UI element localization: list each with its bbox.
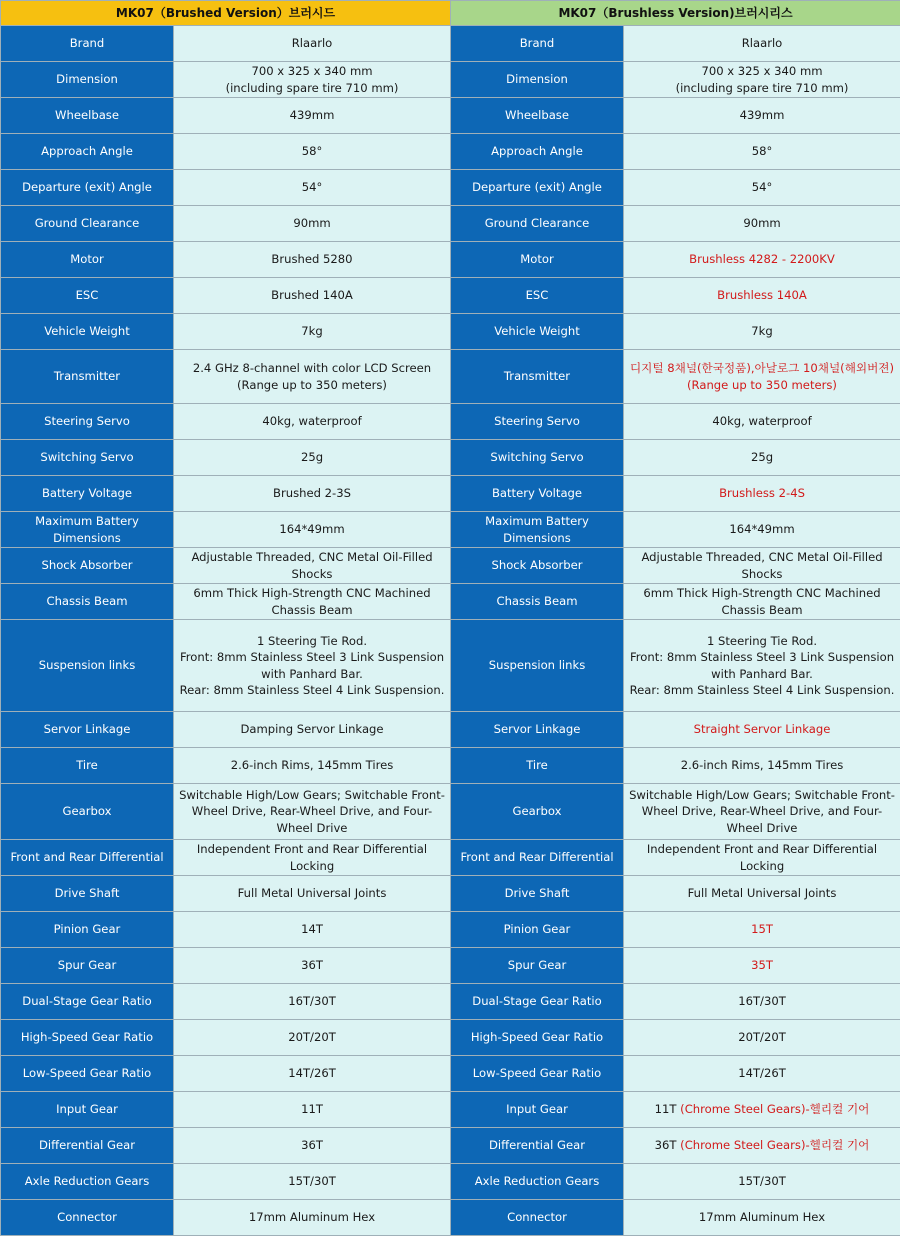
spec-label: ESC [451, 278, 624, 314]
value-text: Brushed 2-3S [273, 486, 351, 501]
value-text: Independent Front and Rear Differential Locking [196, 842, 428, 873]
spec-label: Approach Angle [1, 134, 174, 170]
value-brushless [624, 748, 900, 784]
spec-row [1, 278, 900, 314]
spec-label: Switching Servo [1, 440, 174, 476]
value-brushed [174, 948, 451, 984]
value-brushed [174, 170, 451, 206]
spec-label: Connector [1, 1200, 174, 1236]
spec-label: Wheelbase [451, 98, 624, 134]
spec-label: Wheelbase [1, 98, 174, 134]
spec-row [1, 62, 900, 98]
value-brushed [174, 62, 451, 98]
value-brushless [624, 440, 900, 476]
spec-label: Input Gear [1, 1092, 174, 1128]
value-text: Brushless 140A [717, 288, 807, 303]
spec-label: Input Gear [451, 1092, 624, 1128]
spec-label: Shock Absorber [1, 548, 174, 584]
value-brushless [624, 98, 900, 134]
value-brushed [174, 912, 451, 948]
spec-label: Brand [1, 26, 174, 62]
spec-label: Gearbox [451, 784, 624, 840]
value-text: 164*49mm [729, 522, 795, 537]
value-text: (including spare tire 710 mm) [225, 80, 399, 95]
spec-label: Battery Voltage [451, 476, 624, 512]
value-text: 2.6-inch Rims, 145mm Tires [680, 758, 844, 773]
value-brushless [624, 350, 900, 404]
spec-label: Vehicle Weight [1, 314, 174, 350]
value-brushless [624, 876, 900, 912]
value-brushed [174, 1164, 451, 1200]
value-brushed [174, 242, 451, 278]
value-brushless [624, 912, 900, 948]
value-text: Independent Front and Rear Differential Locking [646, 842, 878, 873]
value-brushed [174, 476, 451, 512]
value-brushless [624, 784, 900, 840]
value-text: 54° [301, 180, 323, 195]
spec-label: Ground Clearance [451, 206, 624, 242]
spec-label: Gearbox [1, 784, 174, 840]
value-text: 439mm [739, 108, 785, 123]
spec-body [1, 26, 900, 1236]
value-brushed [174, 584, 451, 620]
value-brushless [624, 840, 900, 876]
value-brushed [174, 404, 451, 440]
value-brushed [174, 1020, 451, 1056]
value-text: 17mm Aluminum Hex [248, 1210, 376, 1225]
spec-label: Pinion Gear [1, 912, 174, 948]
spec-row [1, 350, 900, 404]
value-brushless [624, 1128, 900, 1164]
value-text: Adjustable Threaded, CNC Metal Oil-Filled Shocks [191, 550, 433, 581]
spec-row [1, 548, 900, 584]
spec-row [1, 440, 900, 476]
value-text: 1 Steering Tie Rod. [256, 633, 368, 648]
value-text: Rear: 8mm Stainless Steel 4 Link Suspension. [179, 683, 445, 697]
value-text: 36T [301, 1138, 323, 1153]
value-text: Full Metal Universal Joints [687, 886, 837, 901]
spec-label: Motor [1, 242, 174, 278]
value-brushless [624, 170, 900, 206]
value-text: 439mm [289, 108, 335, 123]
spec-row [1, 784, 900, 840]
spec-row [1, 1092, 900, 1128]
spec-label: Tire [451, 748, 624, 784]
value-text: 58° [301, 144, 323, 159]
spec-row [1, 712, 900, 748]
spec-row [1, 1128, 900, 1164]
value-text: 7kg [301, 324, 323, 339]
spec-label: Servor Linkage [451, 712, 624, 748]
value-text: (Chrome Steel Gears)-헬리컬 기어 [676, 1138, 870, 1153]
spec-label: Maximum Battery Dimensions [1, 512, 174, 548]
value-text: Brushed 5280 [271, 252, 353, 267]
spec-row [1, 620, 900, 712]
value-text: (including spare tire 710 mm) [675, 80, 849, 95]
spec-label: Connector [451, 1200, 624, 1236]
value-text: 40kg, waterproof [712, 414, 812, 429]
value-text: Rlaarlo [291, 36, 333, 51]
spec-row [1, 1020, 900, 1056]
value-text: 35T [751, 958, 773, 973]
spec-label: ESC [1, 278, 174, 314]
value-text: 15T/30T [288, 1174, 336, 1189]
value-text: 디지털 8채널(한국정품),아날로그 10채널(해외버젼) [629, 361, 895, 375]
value-text: Front: 8mm Stainless Steel 3 Link Suspension with Panhard Bar. [629, 650, 895, 681]
value-brushed [174, 784, 451, 840]
value-text: Front: 8mm Stainless Steel 3 Link Suspension with Panhard Bar. [179, 650, 445, 681]
spec-row [1, 242, 900, 278]
spec-label: Tire [1, 748, 174, 784]
value-text: 700 x 325 x 340 mm [251, 64, 373, 78]
value-brushless [624, 1020, 900, 1056]
value-text: Rear: 8mm Stainless Steel 4 Link Suspension. [629, 683, 895, 697]
value-text: 40kg, waterproof [262, 414, 362, 429]
value-text: 15T/30T [738, 1174, 786, 1189]
value-text: 15T [751, 922, 773, 937]
value-brushless [624, 512, 900, 548]
spec-label: High-Speed Gear Ratio [1, 1020, 174, 1056]
value-text: 6mm Thick High-Strength CNC Machined Chassis Beam [193, 586, 431, 617]
spec-label: Battery Voltage [1, 476, 174, 512]
spec-label: Differential Gear [451, 1128, 624, 1164]
spec-row [1, 98, 900, 134]
value-text: (Chrome Steel Gears)-헬리컬 기어 [676, 1102, 870, 1117]
spec-row [1, 1164, 900, 1200]
value-text: 11T [654, 1102, 677, 1117]
header-brushless: MK07（Brushless Version)브러시리스 [451, 1, 900, 26]
value-text: 11T [301, 1102, 323, 1117]
value-brushless [624, 1092, 900, 1128]
value-text: 16T/30T [288, 994, 336, 1009]
spec-row [1, 584, 900, 620]
spec-label: Shock Absorber [451, 548, 624, 584]
spec-label: Dimension [1, 62, 174, 98]
value-brushless [624, 278, 900, 314]
value-brushed [174, 548, 451, 584]
spec-label: Pinion Gear [451, 912, 624, 948]
value-text: Switchable High/Low Gears; Switchable Front-Wheel Drive, Rear-Wheel Drive, and Four-Wheel Drive [629, 787, 895, 835]
value-brushless [624, 712, 900, 748]
value-text: 16T/30T [738, 994, 786, 1009]
value-brushless [624, 314, 900, 350]
value-brushed [174, 1200, 451, 1236]
value-brushed [174, 840, 451, 876]
spec-row [1, 984, 900, 1020]
value-brushed [174, 98, 451, 134]
value-brushless [624, 26, 900, 62]
value-brushed [174, 512, 451, 548]
spec-label: Differential Gear [1, 1128, 174, 1164]
spec-row [1, 476, 900, 512]
value-text: 36T [301, 958, 323, 973]
spec-label: Servor Linkage [1, 712, 174, 748]
spec-label: Approach Angle [451, 134, 624, 170]
value-brushless [624, 476, 900, 512]
value-text: Rlaarlo [741, 36, 783, 51]
spec-label: Suspension links [1, 620, 174, 712]
spec-label: Drive Shaft [1, 876, 174, 912]
value-text: 25g [300, 450, 324, 465]
spec-label: Switching Servo [451, 440, 624, 476]
value-brushless [624, 206, 900, 242]
spec-label: Steering Servo [451, 404, 624, 440]
spec-row [1, 206, 900, 242]
spec-label: Low-Speed Gear Ratio [451, 1056, 624, 1092]
value-brushed [174, 984, 451, 1020]
spec-row [1, 912, 900, 948]
value-brushed [174, 206, 451, 242]
value-text: 20T/20T [288, 1030, 336, 1045]
value-text: 14T/26T [288, 1066, 336, 1081]
value-text: 58° [751, 144, 773, 159]
value-text: 14T/26T [738, 1066, 786, 1081]
spec-label: Chassis Beam [1, 584, 174, 620]
value-brushed [174, 314, 451, 350]
value-brushed [174, 26, 451, 62]
spec-label: Spur Gear [1, 948, 174, 984]
spec-row [1, 840, 900, 876]
header-row [1, 1, 900, 26]
spec-row [1, 1200, 900, 1236]
spec-label: Departure (exit) Angle [451, 170, 624, 206]
spec-label: Dimension [451, 62, 624, 98]
header-brushed: MK07（Brushed Version）브러시드 [1, 1, 451, 26]
value-brushless [624, 984, 900, 1020]
value-brushed [174, 278, 451, 314]
value-brushed [174, 748, 451, 784]
spec-label: Dual-Stage Gear Ratio [451, 984, 624, 1020]
spec-label: Suspension links [451, 620, 624, 712]
value-text: Brushed 140A [271, 288, 353, 303]
value-brushed [174, 1092, 451, 1128]
value-brushed [174, 712, 451, 748]
value-text: 17mm Aluminum Hex [698, 1210, 826, 1225]
spec-label: Maximum Battery Dimensions [451, 512, 624, 548]
spec-label: Spur Gear [451, 948, 624, 984]
value-text: (Range up to 350 meters) [237, 377, 387, 392]
spec-label: Transmitter [451, 350, 624, 404]
value-brushed [174, 350, 451, 404]
value-brushless [624, 948, 900, 984]
spec-label: Front and Rear Differential [1, 840, 174, 876]
spec-label: Low-Speed Gear Ratio [1, 1056, 174, 1092]
value-text: Brushless 4282 - 2200KV [689, 252, 835, 267]
value-brushless [624, 1056, 900, 1092]
spec-label: Vehicle Weight [451, 314, 624, 350]
value-text: 700 x 325 x 340 mm [701, 64, 823, 78]
value-brushless [624, 1200, 900, 1236]
value-brushless [624, 620, 900, 712]
spec-row [1, 512, 900, 548]
value-brushed [174, 134, 451, 170]
spec-label: Brand [451, 26, 624, 62]
value-brushless [624, 242, 900, 278]
value-brushed [174, 620, 451, 712]
spec-label: Dual-Stage Gear Ratio [1, 984, 174, 1020]
spec-row [1, 876, 900, 912]
value-text: 90mm [743, 216, 781, 231]
spec-row [1, 314, 900, 350]
value-text: Full Metal Universal Joints [237, 886, 387, 901]
value-text: 36T [654, 1138, 677, 1153]
value-text: 6mm Thick High-Strength CNC Machined Chassis Beam [643, 586, 881, 617]
value-brushed [174, 876, 451, 912]
value-brushed [174, 1056, 451, 1092]
value-brushless [624, 548, 900, 584]
spec-label: Axle Reduction Gears [1, 1164, 174, 1200]
spec-label: Front and Rear Differential [451, 840, 624, 876]
value-text: Adjustable Threaded, CNC Metal Oil-Filled Shocks [641, 550, 883, 581]
value-text: 90mm [293, 216, 331, 231]
spec-row [1, 134, 900, 170]
value-text: 2.4 GHz 8-channel with color LCD Screen [192, 361, 432, 375]
spec-row [1, 748, 900, 784]
value-brushed [174, 1128, 451, 1164]
value-brushless [624, 404, 900, 440]
spec-label: Ground Clearance [1, 206, 174, 242]
value-brushless [624, 62, 900, 98]
value-text: Straight Servor Linkage [693, 722, 831, 737]
spec-row [1, 948, 900, 984]
value-text: (Range up to 350 meters) [687, 377, 837, 392]
value-text: 2.6-inch Rims, 145mm Tires [230, 758, 394, 773]
spec-label: Departure (exit) Angle [1, 170, 174, 206]
value-brushless [624, 134, 900, 170]
value-text: 20T/20T [738, 1030, 786, 1045]
value-text: Damping Servor Linkage [240, 722, 384, 737]
spec-label: Drive Shaft [451, 876, 624, 912]
spec-label: Motor [451, 242, 624, 278]
spec-row [1, 26, 900, 62]
value-brushless [624, 584, 900, 620]
value-brushed [174, 440, 451, 476]
spec-row [1, 1056, 900, 1092]
value-text: 1 Steering Tie Rod. [706, 633, 818, 648]
value-brushless [624, 1164, 900, 1200]
value-text: 164*49mm [279, 522, 345, 537]
value-text: 54° [751, 180, 773, 195]
value-text: 14T [301, 922, 323, 937]
value-text: Switchable High/Low Gears; Switchable Front-Wheel Drive, Rear-Wheel Drive, and Four-Wheel Drive [179, 787, 445, 835]
spec-label: Chassis Beam [451, 584, 624, 620]
spec-row [1, 404, 900, 440]
value-text: Brushless 2-4S [719, 486, 805, 501]
spec-row [1, 170, 900, 206]
spec-label: Steering Servo [1, 404, 174, 440]
value-text: 7kg [751, 324, 773, 339]
value-text: 25g [750, 450, 774, 465]
spec-label: High-Speed Gear Ratio [451, 1020, 624, 1056]
spec-label: Transmitter [1, 350, 174, 404]
spec-label: Axle Reduction Gears [451, 1164, 624, 1200]
